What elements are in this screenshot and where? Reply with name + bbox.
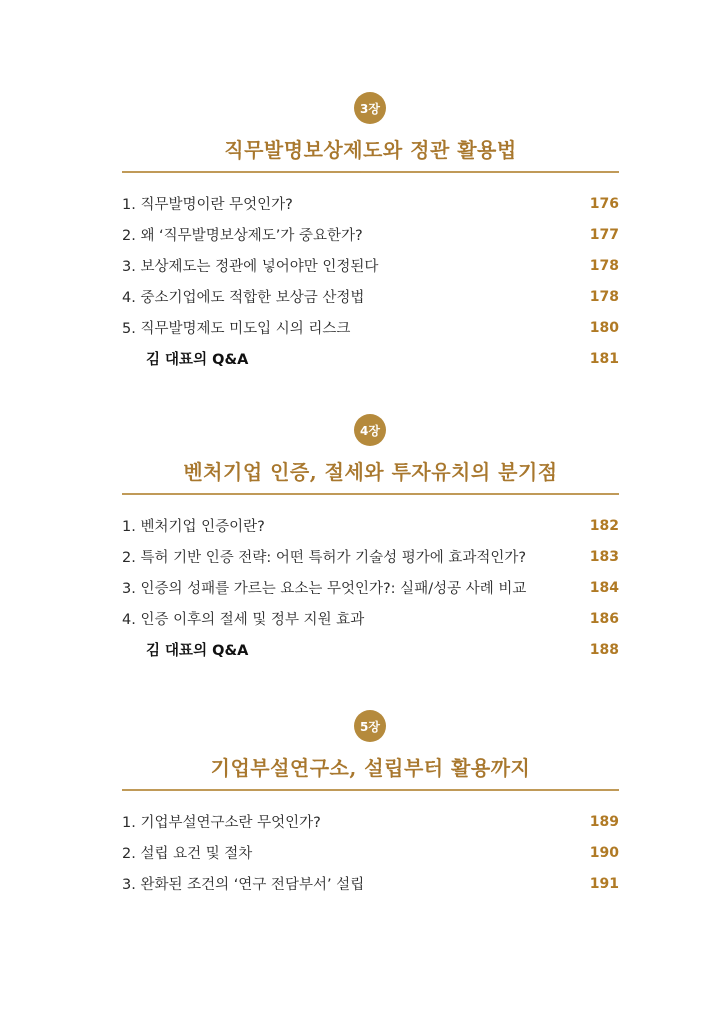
toc-item-qa[interactable] — [122, 343, 619, 374]
toc-item-label: 5. 직무발명제도 미도입 시의 리스크 — [122, 321, 351, 337]
toc-item[interactable] — [122, 572, 619, 603]
toc-item-page: 178 — [589, 257, 619, 274]
toc-item[interactable] — [122, 868, 619, 899]
chapter-4 — [122, 414, 619, 665]
toc-list — [122, 510, 619, 665]
toc-item-label: 2. 특허 기반 인증 전략: 어떤 특허가 기술성 평가에 효과적인가? — [122, 550, 527, 566]
toc-item[interactable] — [122, 837, 619, 868]
chapter-header — [122, 414, 619, 494]
toc-item-label: 4. 인증 이후의 절세 및 정부 지원 효과 — [122, 612, 365, 628]
toc-item-page: 189 — [589, 813, 619, 830]
toc-list — [122, 188, 619, 374]
toc-item[interactable] — [122, 806, 619, 837]
toc-item-label: 1. 직무발명이란 무엇인가? — [122, 197, 293, 213]
toc-item[interactable] — [122, 603, 619, 634]
toc-item-label: 2. 설립 요건 및 절차 — [122, 846, 253, 862]
chapter-title: 직무발명보상제도와 정관 활용법 — [224, 138, 517, 162]
toc-item-label: 김 대표의 Q&A — [146, 352, 249, 368]
toc-item-label: 2. 왜 ‘직무발명보상제도’가 중요한가? — [122, 228, 363, 244]
chapter-header — [122, 92, 619, 172]
toc-item-label: 4. 중소기업에도 적합한 보상금 산정법 — [122, 290, 365, 306]
toc-item-page: 178 — [589, 288, 619, 305]
toc-item-page: 184 — [589, 579, 619, 596]
toc-item-page: 182 — [589, 517, 619, 534]
chapter-divider — [122, 789, 619, 791]
toc-item[interactable] — [122, 281, 619, 312]
chapter-badge: 3장 — [354, 92, 386, 124]
toc-item[interactable] — [122, 312, 619, 343]
chapter-divider — [122, 171, 619, 173]
toc-item-label: 김 대표의 Q&A — [146, 643, 249, 659]
toc-item[interactable] — [122, 219, 619, 250]
toc-item-page: 180 — [589, 319, 619, 336]
toc-item-page: 181 — [589, 350, 619, 367]
toc-item-page: 186 — [589, 610, 619, 627]
chapter-badge: 4장 — [354, 414, 386, 446]
toc-item-page: 176 — [589, 195, 619, 212]
toc-list — [122, 806, 619, 899]
toc-item-page: 191 — [589, 875, 619, 892]
chapter-5 — [122, 710, 619, 899]
chapter-title: 기업부설연구소, 설립부터 활용까지 — [210, 756, 531, 780]
toc-item-page: 190 — [589, 844, 619, 861]
toc-item-page: 183 — [589, 548, 619, 565]
toc-item-page: 177 — [589, 226, 619, 243]
toc-item[interactable] — [122, 250, 619, 281]
toc-item-page: 188 — [589, 641, 619, 658]
chapter-title: 벤처기업 인증, 절세와 투자유치의 분기점 — [183, 460, 558, 484]
toc-item-label: 1. 기업부설연구소란 무엇인가? — [122, 815, 321, 831]
toc-item-label: 1. 벤처기업 인증이란? — [122, 519, 265, 535]
toc-item-label: 3. 보상제도는 정관에 넣어야만 인정된다 — [122, 259, 379, 275]
toc-item[interactable] — [122, 510, 619, 541]
toc-item[interactable] — [122, 188, 619, 219]
chapter-divider — [122, 493, 619, 495]
toc-item[interactable] — [122, 541, 619, 572]
chapter-3 — [122, 92, 619, 374]
toc-item-label: 3. 인증의 성패를 가르는 요소는 무엇인가?: 실패/성공 사례 비교 — [122, 581, 527, 597]
toc-item-qa[interactable] — [122, 634, 619, 665]
chapter-header — [122, 710, 619, 790]
toc-item-label: 3. 완화된 조건의 ‘연구 전담부서’ 설립 — [122, 877, 365, 893]
chapter-badge: 5장 — [354, 710, 386, 742]
